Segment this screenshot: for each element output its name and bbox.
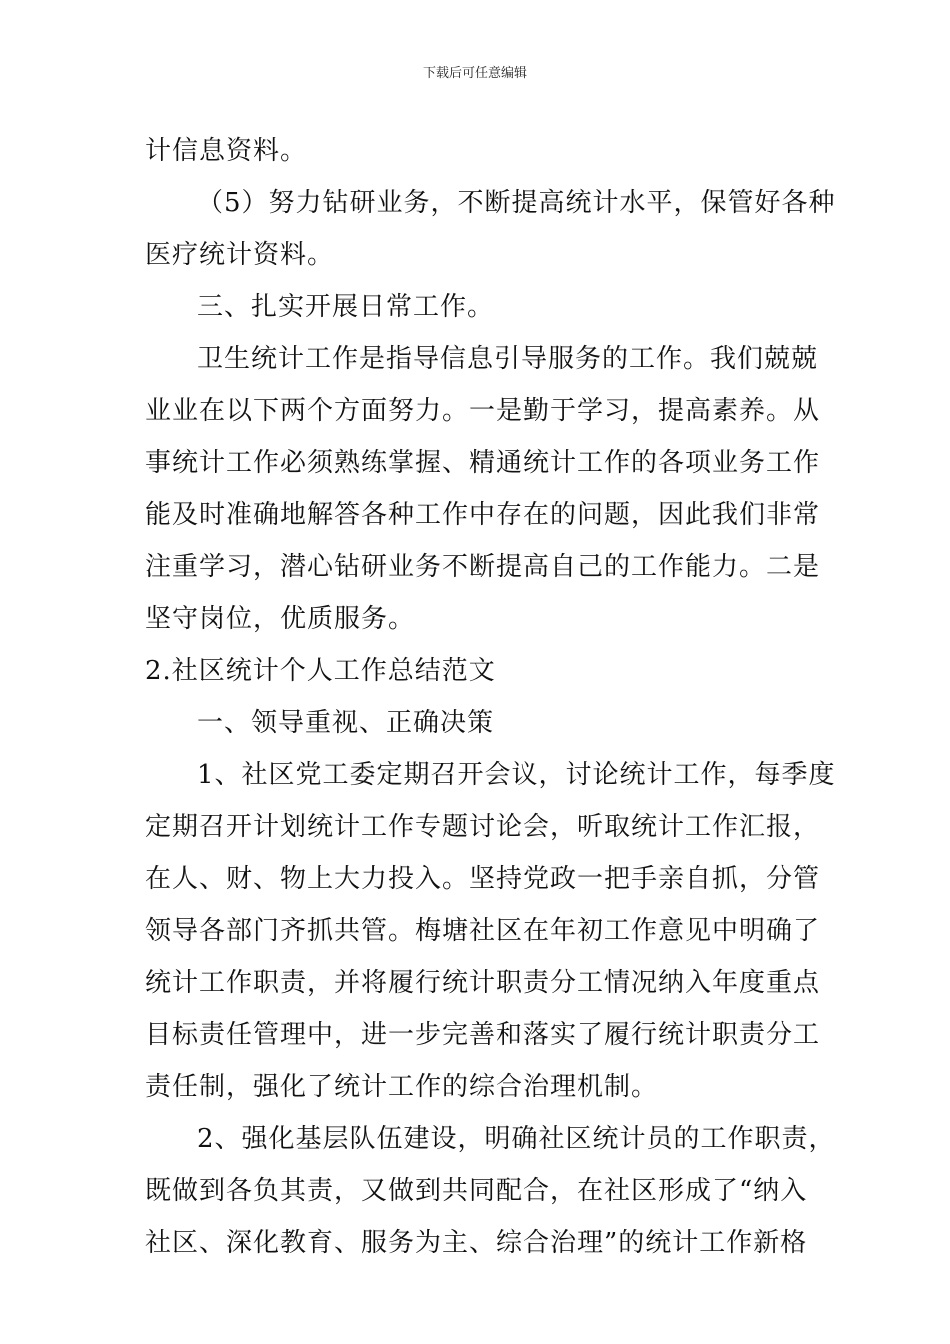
text-line: 领导各部门齐抓共管。梅塘社区在年初工作意见中明确了 <box>145 916 821 946</box>
document-body <box>145 125 836 1269</box>
text-line: （5）努力钻研业务，不断提高统计水平，保管好各种 <box>197 188 836 218</box>
text-line: 责任制，强化了统计工作的综合治理机制。 <box>145 1072 659 1102</box>
text-line: 目标责任管理中，进一步完善和落实了履行统计职责分工 <box>145 1020 821 1050</box>
article-title: 2.社区统计个人工作总结范文 <box>145 656 496 686</box>
text-line: 医疗统计资料。 <box>145 240 335 270</box>
text-line: 1、社区党工委定期召开会议，讨论统计工作，每季度 <box>197 760 836 790</box>
section-heading: 一、领导重视、正确决策 <box>197 708 495 738</box>
text-line: 既做到各负其责，又做到共同配合，在社区形成了“纳入 <box>145 1176 808 1206</box>
text-line: 在人、财、物上大力投入。坚持党政一把手亲自抓，分管 <box>145 864 821 894</box>
text-line: 能及时准确地解答各种工作中存在的问题，因此我们非常 <box>145 500 821 530</box>
text-line: 定期召开计划统计工作专题讨论会，听取统计工作汇报， <box>145 812 821 842</box>
text-line: 统计工作职责，并将履行统计职责分工情况纳入年度重点 <box>145 968 821 998</box>
text-line: 事统计工作必须熟练掌握、精通统计工作的各项业务工作 <box>145 448 821 478</box>
text-line: 卫生统计工作是指导信息引导服务的工作。我们兢兢 <box>197 344 819 374</box>
text-line: 注重学习，潜心钻研业务不断提高自己的工作能力。二是 <box>145 552 821 582</box>
section-heading: 三、扎实开展日常工作。 <box>197 292 495 322</box>
text-line: 业业在以下两个方面努力。一是勤于学习，提高素养。从 <box>145 396 821 426</box>
page-header: 下载后可任意编辑 <box>422 66 527 81</box>
text-line: 2、强化基层队伍建设，明确社区统计员的工作职责， <box>197 1124 836 1154</box>
text-line: 坚守岗位，优质服务。 <box>145 604 416 634</box>
text-line: 计信息资料。 <box>145 136 308 166</box>
text-line: 社区、深化教育、服务为主、综合治理”的统计工作新格 <box>145 1228 808 1258</box>
